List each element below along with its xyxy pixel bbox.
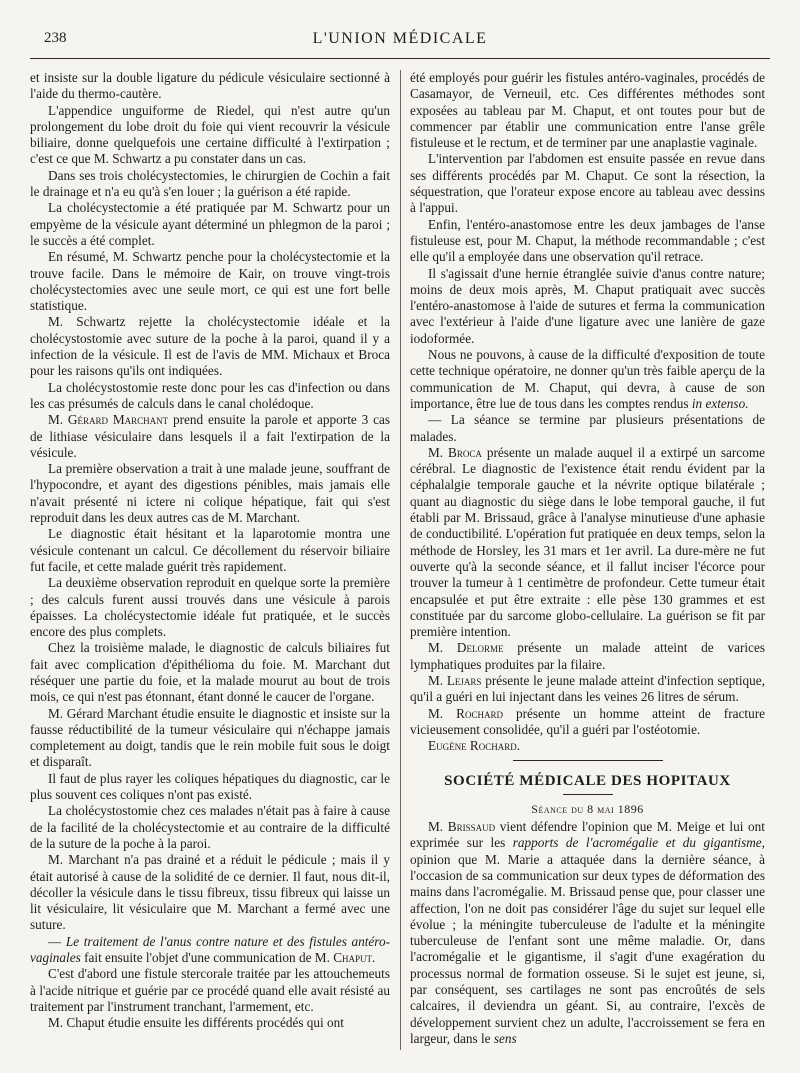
paragraph-text: présente un homme atteint de fracture vicieusement consolidée, qu'il a guéri par l'ostéotomie. [410,705,765,737]
paragraph: C'est d'abord une fistule stercorale traitée par les attouchemeuts à l'acide nitrique et guérie par ce procédé quand elle avait résisté au traitement par l'instrument tranchant, l'armement, etc. [30,966,390,1014]
speaker-name: M. Gérard Marchant [48,412,169,428]
paragraph: Enfin, l'entéro-anastomose entre les deux jambages de l'anse fistuleuse est, pour M. Chaput, la méthode recommandable ; c'est elle qu'il a employée dans une observation qu'il retrace. [410,216,765,265]
paragraph-text: fait ensuite l'objet d'une communication de [80,950,315,966]
paragraph: M. Chaput étudie ensuite les différents procédés qui ont [48,1015,344,1031]
column-divider [400,70,401,1050]
section-rule [513,760,663,761]
paragraph: Dans ses trois cholécystectomies, le chirurgien de Cochin a fait le drainage et n'a eu qu'à s'en louer ; la guérison a été rapide. [30,167,390,200]
paragraph [410,819,765,1047]
paragraph-text: vient défendre l'opinion que M. Meige et lui ont exprimée sur les [410,819,765,851]
paragraph: M. Gérard Marchant étudie ensuite le diagnostic et insiste sur la fausse réductibilité de la tumeur vésiculaire qui n'échappe jamais completement au doigt, tandis que le rein mobile fuit sous le doigt et disparaît. [30,705,390,770]
paragraph-text: présente un malade atteint de varices lymphatiques produites par la filaire. [410,640,765,672]
topic-title: Le traitement de l'anus contre nature et des fistules antéro-vaginales [30,933,390,966]
dash: — [48,933,66,949]
paragraph [410,673,765,706]
paragraph [410,445,765,641]
paragraph: La cholécystectomie a été pratiquée par M. Schwartz pour un empyème de la vésicule ayant déterminé un phlegmon de la paroi ; le succès a été complet. [30,200,390,248]
paragraph: été employés pour guérir les fistules antéro-vaginales, procédés de Casamayor, de Verneuil, etc. Ces différentes méthodes sont exposées au tableau par M. Chaput, et ont toutes pour but de commencer par établir une communication entre l'anse grêle fistuleuse et le rectum, et de terminer par une anaplastie vaginale. [410,70,765,151]
paragraph: — La séance se termine par plusieurs présentations de malades. [410,412,765,444]
paragraph: Chez la troisième malade, le diagnostic de calculs biliaires fut fait avec complication d'épithélioma du foie. M. Marchant dut réséquer une partie du foie, et la malade mourut au bout de trois mois, ce qui n'est pas étonnant, étant donné le caucer de l'organe. [30,640,390,705]
paragraph [410,706,765,739]
paragraph-text: prend ensuite la parole et apporte 3 cas de lithiase vésiculaire dans lesquels il a fait l'extirpation de la vésicule. [30,412,390,460]
paragraph: La deuxième observation reproduit en quelque sorte la première ; des calculs furent aussi trouvés dans une vésicule à parois épaisses. La cholécystectomie idéale fut pratiquée, et le succès encore des plus complets. [30,575,390,640]
speaker-name: M. Broca [428,444,482,460]
paragraph: L'appendice unguiforme de Riedel, qui n'est autre qu'un prolongement du lobe droit du foie qui vient recouvrir la vésicule biliaire, donne quelquefois une certaine difficulté à l'extirpation ; c'est ce que M. Schwartz a pu constater dans un cas. [30,102,390,167]
paragraph: Il s'agissait d'une hernie étranglée suivie d'anus contre nature; moins de deux mois après, M. Chaput pratiquait avec succès l'entéro-anastomose à l'aide de sutures et ferma la communication avec l'extérieur à l'aide d'une ligature avec une lanière de gaze iodoformée. [410,265,765,346]
page-header [30,30,770,54]
paragraph-text: présente un malade auquel il a extirpé un sarcome cérébral. Le diagnostic de l'existence était rendu évident par la céphalalgie temporale gauche et la névrite optique bilatérale ; quant au diagnostic du siège dans le lobe temporal gauche, il fut établi par M. Brissaud, grâce à l'analyse minutieuse d'une aphasie de conductibilité. L'opération fut pratiquée en deux temps, selon la méthode de Horsley, les 31 mars et 1er avril. La dure-mère ne fut ouverte qu'à la seconde séance, et il fallut inciser l'écorce pour trouver la tumeur à 1 centimètre de profondeur. Cette tumeur était encapsulée et put être extraite : elle pèse 130 grammes et est constituée par du sarcome globo-cellulaire. La guérison se fit par première intention. [410,444,765,640]
left-column [30,70,390,1050]
title-underline [563,794,613,795]
paragraph: Il faut de plus rayer les coliques hépatiques du diagnostic, car le plus souvent ces coliques n'ont pas existé. [30,770,390,803]
speaker-name: M. Brissaud [428,819,496,835]
speaker-name: M. Lejars [428,672,482,688]
session-date: Séance du 8 mai 1896 [531,801,644,816]
header-rule [30,58,770,59]
italic-term: rapports de l'acromégalie et du gigantisme, [512,835,765,851]
paragraph-text: Nous ne pouvons, à cause de la difficulté d'exposition de toute cette technique opératoire, ne donner qu'un très faible aperçu de la communication de M. Chaput, qui devra, à cause de son importance, être lue de tous dans les comptes rendus [410,347,765,411]
paragraph: En résumé, M. Schwartz penche pour la cholécystectomie et la trouve facile. Dans le mémoire de Kair, on trouve vingt-trois cholécystectomies avec une seule mort, ce qui est une fort belle statistique. [30,249,390,314]
right-column [410,70,765,1050]
speaker-name: M. Rochard [428,705,503,721]
paragraph-text: opinion que M. Marie a attaquée dans la dernière séance, à l'occasion de sa communication sur deux types de déformation des mains dans l'acromégalie. M. Brissaud pense que, pour classer une affection, l'on ne doit pas considérer l'âge du sujet sur lequel elle évolue ; la méningite tuberculeuse de l'adulte et la méningite tuberculeuse de l'enfant sont une même maladie. Or, dans l'acromégalie et le gigantisme, il s'agit d'une exagération du processus normal de formation osseuse. Si le sujet est jeune, si, par conséquent, ses cartilages ne sont pas encroûtés de sels calcaires, il deviendra un géant. Si, au contraire, l'excès de développement survient chez un adulte, l'accroissement se fera en largeur, dans le [410,851,765,1046]
running-title: L'UNION MÉDICALE [312,30,488,47]
paragraph [30,412,390,461]
paragraph: Le diagnostic était hésitant et la laparotomie montra une vésicule contenant un calcul. Ce décollement du réservoir biliaire fut facile, et cette malade guérit très rapidement. [30,526,390,574]
paragraph: et insiste sur la double ligature du pédicule vésiculaire sectionné à l'aide du thermo-cautère. [30,70,390,102]
author-signature: Eugène Rochard. [428,738,521,754]
paragraph [30,934,390,967]
italic-term: sens [493,1030,517,1046]
paragraph-text: présente le jeune malade atteint d'infection septique, qu'il a guéri en lui injectant dans les veines 26 litres de sérum. [410,672,765,705]
paragraph [410,347,765,412]
paragraph: La première observation a trait à une malade jeune, souffrant de l'hypocondre, et ayant des digestions pénibles, mais jamais elle n'avait présenté ni ictere ni colique hépatique, fait qui s'est reproduit dans les deux autres cas de M. Marchant. [30,461,390,526]
paragraph: La cholécystostomie chez ces malades n'était pas à faire à cause de la facilité de la cholécystectomie et au contraire de la difficulté de la suture de la poche à la paroi. [30,803,390,851]
paragraph: M. Schwartz rejette la cholécystectomie idéale et la cholécystostomie avec suture de la poche à la paroi, quand il y a infection de la vésicule. Il est de l'avis de MM. Michaux et Broca pour les raisons qu'ils ont indiquées. [30,314,390,379]
paragraph: L'intervention par l'abdomen est ensuite passée en revue dans ses différents procédés par M. Chaput. Ce sont la résection, la séquestration, que l'orateur expose encore au tableau avec dessins à l'appui. [410,151,765,216]
paragraph: La cholécystostomie reste donc pour les cas d'infection ou dans les cas présumés de calculs dans le canal cholédoque. [30,379,390,411]
paragraph [410,640,765,673]
speaker-name: M. Delorme [428,640,504,656]
italic-term: in extenso. [691,395,749,411]
page-number: 238 [44,30,67,46]
paragraph: M. Marchant n'a pas drainé et a réduit le pédicule ; mais il y était autorisé à cause de la solidité de ce dernier. Il faut, nous dit-il, décoller la vésicule dans le tissu fibreux, tissu fibreux qui laisse un lit vésiculaire, lit vésiculaire que M. Marchant a fermé avec une suture. [30,852,390,933]
speaker-name: M. Chaput. [314,950,376,966]
section-title: SOCIÉTÉ MÉDICALE DES HOPITAUX [444,773,731,790]
